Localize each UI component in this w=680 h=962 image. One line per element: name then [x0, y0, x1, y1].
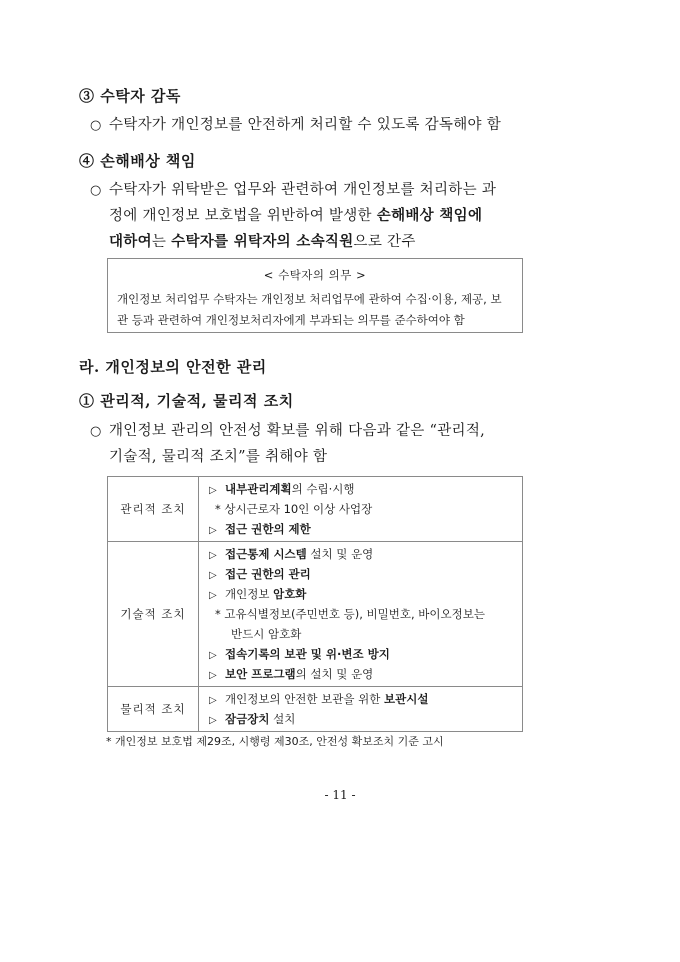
item-text: 개인정보	[225, 587, 274, 601]
liability-text: 는	[151, 234, 172, 250]
bullet-icon: ○	[90, 424, 102, 439]
section-heading-liability: ④ 손해배상 책임	[79, 152, 196, 170]
list-item	[209, 564, 522, 584]
category-phys: 물리적 조치	[108, 687, 199, 732]
admin-items	[199, 477, 523, 542]
item-emphasis: 보관시설	[384, 692, 429, 706]
measures-line-1: 개인정보 관리의 안전성 확보를 위해 다음과 같은 “관리적,	[109, 423, 486, 439]
item-emphasis: 접속기록의 보관 및 위·변조 방지	[225, 647, 390, 661]
liability-line-1: 수탁자가 위탁받은 업무와 관련하여 개인정보를 처리하는 과	[109, 182, 497, 198]
category-tech: 기술적 조치	[108, 542, 199, 687]
liability-line-3	[109, 229, 529, 255]
section-heading-supervision: ③ 수탁자 감독	[79, 87, 181, 105]
section-heading-safe-management: 라. 개인정보의 안전한 관리	[79, 358, 267, 376]
item-text: 설치	[269, 712, 296, 726]
asterisk-icon: *	[215, 607, 221, 621]
triangle-marker-icon: ▷	[209, 525, 217, 536]
item-emphasis: 내부관리계획	[225, 482, 292, 496]
bullet-icon: ○	[90, 118, 102, 133]
paragraph-measures	[109, 418, 529, 470]
liability-line-2	[109, 203, 529, 229]
item-text: 상시근로자 10인 이상 사업장	[224, 502, 373, 516]
item-emphasis: 암호화	[273, 587, 307, 601]
phys-items	[199, 687, 523, 732]
liability-emphasis: 손해배상 책임에	[376, 207, 483, 224]
item-emphasis: 접근 권한의 제한	[225, 522, 311, 536]
trustee-duty-line-1: 개인정보 처리업무 수탁자는 개인정보 처리업무에 관하여 수집·이용, 제공, 보	[117, 292, 502, 306]
list-item	[209, 709, 522, 729]
table-row	[108, 477, 523, 542]
item-emphasis: 잠금장치	[225, 712, 270, 726]
table-row	[108, 542, 523, 687]
list-item	[209, 544, 522, 564]
item-emphasis: 접근통제 시스템	[225, 547, 307, 561]
trustee-duty-line-2: 관 등과 관련하여 개인정보처리자에게 부과되는 의무를 준수하여야 함	[117, 313, 465, 327]
table-row	[108, 687, 523, 732]
liability-emphasis: 대하여	[109, 233, 152, 250]
list-item	[209, 644, 522, 664]
item-text: 의 수립·시행	[291, 482, 355, 496]
list-item-note	[209, 499, 522, 519]
list-item-note	[209, 604, 522, 624]
tech-items	[199, 542, 523, 687]
item-text: 의 설치 및 운영	[295, 667, 374, 681]
triangle-marker-icon: ▷	[209, 485, 217, 496]
list-item	[209, 519, 522, 539]
list-item	[209, 689, 522, 709]
triangle-marker-icon: ▷	[209, 670, 217, 681]
item-text: 고유식별정보(주민번호 등), 비밀번호, 바이오정보는	[224, 607, 485, 621]
measures-line-2: 기술적, 물리적 조치”를 취해야 함	[109, 449, 328, 465]
asterisk-icon: *	[215, 502, 221, 516]
triangle-marker-icon: ▷	[209, 550, 217, 561]
list-item	[209, 664, 522, 684]
item-text: 개인정보의 안전한 보관을 위한	[225, 692, 385, 706]
triangle-marker-icon: ▷	[209, 695, 217, 706]
list-item-note: 반드시 암호화	[231, 627, 302, 641]
footnote: * 개인정보 보호법 제29조, 시행령 제30조, 안전성 확보조치 기준 고시	[106, 735, 444, 748]
liability-emphasis: 수탁자를 위탁자의 소속직원	[171, 233, 354, 250]
triangle-marker-icon: ▷	[209, 570, 217, 581]
item-emphasis: 접근 권한의 관리	[225, 567, 311, 581]
paragraph-supervision: 수탁자가 개인정보를 안전하게 처리할 수 있도록 감독해야 함	[109, 117, 502, 133]
item-text: 설치 및 운영	[306, 547, 374, 561]
bullet-icon: ○	[90, 183, 102, 198]
trustee-duty-title: < 수탁자의 의무 >	[263, 268, 367, 282]
trustee-duty-body	[117, 289, 514, 331]
liability-text: 정에 개인정보 보호법을 위반하여 발생한	[109, 208, 377, 224]
trustee-duty-box	[107, 258, 523, 333]
list-item	[209, 584, 522, 604]
liability-text: 으로 간주	[353, 234, 416, 250]
subsection-heading-measures: ① 관리적, 기술적, 물리적 조치	[79, 392, 294, 410]
page-number: - 11 -	[324, 788, 356, 802]
item-emphasis: 보안 프로그램	[225, 667, 296, 681]
category-admin: 관리적 조치	[108, 477, 199, 542]
safety-measures-table	[107, 476, 523, 732]
paragraph-liability	[109, 177, 529, 255]
list-item	[209, 479, 522, 499]
triangle-marker-icon: ▷	[209, 715, 217, 726]
triangle-marker-icon: ▷	[209, 590, 217, 601]
triangle-marker-icon: ▷	[209, 650, 217, 661]
